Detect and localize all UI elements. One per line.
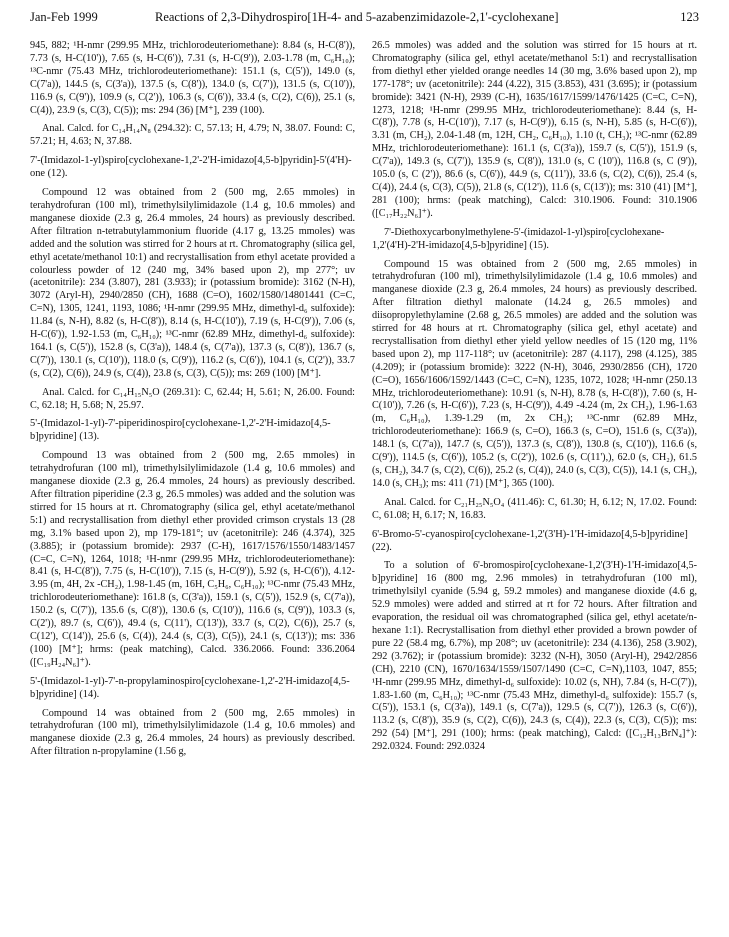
- paragraph: Compound 15 was obtained from 2 (500 mg, 2.65 mmoles) in tetrahydrofuran (100 ml), trimethylsilylimidazole (1.4 g, 10.6 mmoles) and manganese dioxide (2.3 g, 26.4 mmoles, 24 hours) as previously described. After filtration diethyl malonate (14.24 g, 26.5 mmoles) and diisopropylethylamine (2.68 g, 26.5 mmoles) are added and the solution was stirred for 48 hours at rt. Chromatography (silica gel, ethyl acetate) and recrystallisation from diethyl ether yield yellow needles of 15 (120 mg, 11% based upon 2), mp 117-118°; uv (acetonitrile): 287 (4.117), 298 (4.125), 385 (4.209); ir (potassium bromide): 3222 (N-H), 3046, 2930/2856 (CH), 1720 (C=O), 1656/1606/1592/1443 (C=C, C=N), 1235, 1072, 1028; ¹H-nmr (250.13 MHz, trichlorodeuteriomethane): 10.91 (s, N-H), 8.78 (s, H-C(8')), 7.60 (s, H-C(10')), 7.26 (s, H-C(6')), 7.23 (s, H-C(9')), 4.49 -4.24 (m, 2x CH₂), 1.96-1.63 (m, C₆H₁₀), 1.39-1.29 (m, 2x CH₃); ¹³C-nmr (62.89 MHz, trichlorodeuteriomethane): 166.9 (s, C=O), 166.3 (s, C=O), 151.6 (s, C(3'a)), 148.1 (s, C(7'a)), 147.7 (s, C(5')), 137.3 (s, C(8')), 130.8 (s, C(10')), 116.6 (s, C(9')), 114.5 (s, C(6')), 105.2 (s, C(2')), 102.6 (s, C(11'),), 62.0 (s, CH₂), 61.5 (s, CH₂), 34.7 (s, C(2), C(6)), 25.2 (s, C(4)), 24.0 (s, C(3), C(5)), 14.1 (s, CH₃), 14.0 (s, CH₃); ms: 411 (71) [M⁺], 365 (100).: [372, 258, 697, 489]
- compound-heading: 6'-Bromo-5'-cyanospiro[cyclohexane-1,2'(3'H)-1'H-imidazo[4,5-b]pyridine] (22).: [372, 528, 688, 553]
- paragraph: 7'-Diethoxycarbonylmethylene-5'-(imidazol-1-yl)spiro[cyclohexane-1,2'(4'H)-2'H-imidazo[4,5-b]pyridine] (15).: [372, 226, 665, 251]
- paragraph-continued: 945, 882; ¹H-nmr (299.95 MHz, trichlorodeuteriomethane): 8.84 (s, H-C(8')), 7.73 (s, H-C(10')), 7.65 (s, H-C(6')), 7.31 (s, H-C(9')), 2.03-1.78 (m, C₆H₁₀); ¹³C-nmr (75.43 MHz, trichlorodeuteriomethane): 151.1 (s, C(5')), 149.0 (s, C(7'a)), 144.5 (s, C(3'a)), 137.5 (s, C(8')), 134.0 (s, C(7')), 131.5 (s, C(10')), 116.9 (s, C(9')), 109.9 (s, C(2')), 106.3 (s, C(6')), 33.4 (s, C(2), C(6)), 25.1 (s, C(4)), 23.9 (s, C(3), C(5)); ms: 294 (36) [M⁺], 239 (100).: [30, 40, 355, 116]
- journal-issue: Jan-Feb 1999: [30, 10, 98, 24]
- paragraph-continued: 26.5 mmoles) was added and the solution was stirred for 15 hours at rt. Chromatography (silica gel, ethyl acetate/methanol 5:1) and recrystallisation from diethyl ether yielded orange needles 14 (30 mg, 3.6% based upon 2), mp 177-178°; uv (acetonitrile): 244 (4.22), 315 (3.853), 431 (3.695); ir (potassium bromide): 3421 (N-H), 2939 (C-H), 1635/1617/1599/1476/1425 (C=C, C=N), 1273, 1218; ¹H-nmr (299.95 MHz, trichlorodeuteriomethane): 8.44 (s, H-C(8')), 7.78 (s, H-C(10')), 7.17 (s, H-C(9')), 6.15 (s, N-H), 5.85 (s, H-C(6')), 3.31 (m, CH₂), 2.04-1.48 (m, 12H, CH₂, C₆H₁₀), 1.10 (t, CH₃); ¹³C-nmr (62.89 MHz, trichlorodeuteriomethane): 161.1 (s, C(3'a)), 159.7 (s, C(5')), 151.9 (s, C(7'a)), 149.3 (s, C(7')), 135.9 (s, C(8')), 131.0 (s, C (10')), 116.8 (s, C (9')), 105.0 (s, C (2')), 86.6 (s, C(6')), 44.9 (s, C(11')), 33.6 (s, C(2), C(6)), 25.4 (s, C(4)), 24.4 (s, C(3), C(5)), 21.8 (s, C(12')), 11.6 (s, C(13')); ms: 310 (41) [M⁺], 281 (100); hrms: (peak matching), Calcd: 310.1906. Found: 310.1906 ([C₁₇H₂₂N₆]⁺).: [372, 40, 697, 219]
- compound-heading: 7'-(Imidazol-1-yl)spiro[cyclohexane-1,2'-2'H-imidazo[4,5-b]pyridin]-5'(4'H)-one (12).: [30, 155, 352, 180]
- right-column: [372, 40, 697, 754]
- page-number: 123: [680, 10, 699, 24]
- running-title: Reactions of 2,3-Dihydrospiro[1H-4- and 5-azabenzimidazole-2,1'-cyclohexane]: [155, 10, 559, 24]
- paragraph: Compound 14 was obtained from 2 (500 mg, 2.65 mmoles) in tetrahydrofuran (100 ml), trimethylsilylimidazole (1.4 g, 10.6 mmoles) and manganese dioxide (2.3 g, 26.4 mmoles, 24 hours) as previously described. After filtration n-propylamine (1.56 g,: [30, 707, 355, 758]
- paragraph: To a solution of 6'-bromospiro[cyclohexane-1,2'(3'H)-1'H-imidazo[4,5-b]pyridine] 16 (800 mg, 2.96 mmoles) in tetrahydrofuran (100 ml), trimethylsilyl cyanide (5.94 g, 59.2 mmoles) and manganese dioxide (4.6 g, 52.9 mmoles) were added and stirred at rt for 72 hours. After filtration and evaporation, the residual oil was chromatographed (silica gel, ethyl acetate/n-hexane 1:1). Recrystallisation from diethyl ether provided a brown powder of pure 22 (58.4 mg, 6.7%), mp 208°; uv (acetonitrile): 234 (4.136), 258 (3.902), 292 (3.762); ir (potassium bromide): 3232 (N-H), 3050 (Aryl-H), 2942/2856 (CH), 2210 (CN), 1670/1634/1559/1507/1490 (C=C, C=N),1103, 1047, 855; ¹H-nmr (299.95 MHz, dimethyl-d₆ sulfoxide): 10.02 (s, NH), 7.84 (s, H-C(7')), 1.83-1.60 (m, C₆H₁₀); ¹³C-nmr (75.43 MHz, dimethyl-d₆ sulfoxide): 155.7 (s, C(5')), 153.1 (s, C(3'a)), 149.1 (s, C(7'a)), 129.5 (s, C(7')), 126.3 (s, C(6')), 113.2 (s, C(8')), 35.9 (s, C(2), C(6)), 24.3 (s, C(4)), 22.3 (s, C(3), C(5)); ms: 292 (54) [M⁺], 291 (100); hrms: (peak matching), Calcd: ([C₁₂H₁₃BrN₄]⁺): 292.0324. Found: 292.0324: [372, 560, 697, 753]
- paragraph: Anal. Calcd. for C₁₄H₁₄N₈ (294.32): C, 57.13; H, 4.79; N, 38.07. Found: C, 57.21; H, 4.63; N, 37.88.: [30, 123, 355, 148]
- compound-heading: 5'-(Imidazol-1-yl)-7'-piperidinospiro[cyclohexane-1,2'-2'H-imidazo[4,5-b]pyridine] (13).: [30, 418, 331, 443]
- paragraph: Anal. Calcd. for C₁₄H₁₅N₅O (269.31): C, 62.44; H, 5.61; N, 26.00. Found: C, 62.18; H, 5.68; N, 25.97.: [30, 386, 355, 411]
- left-column: [30, 40, 355, 759]
- running-header: [30, 10, 699, 32]
- paragraph: Compound 12 was obtained from 2 (500 mg, 2.65 mmoles) in terahydrofuran (100 ml), trimethylsilylimidazole (1.4 g, 10.6 mmoles) and manganese dioxide (2.3 g, 26.4 mmoles, 24 hours) as previously described. After filtration n-tetrabutylammonium fluoride (4.17 g, 13.25 mmoles) was added and the solution was stirred for 2 hours at rt. Chromatography (silica gel, ethyl acetate/methanol 10:1) and recrystallisation from ethyl acetate provided a colourless powder of 12 (240 mg, 34% based upon 2), mp 277°; uv (acetonitrile): 234 (3.807), 281 (3.933); ir (potassium bromide): 3162 (N-H), 3072 (Aryl-H), 2940/2850 (CH), 1688 (C=O), 1602/1580/14801441 (C=C, C=N), 1305, 1241, 1193, 1086; ¹H-nmr (299.95 MHz, dimethyl-d₆ sulfoxide): 11.84 (s, N-H), 8.82 (s, H-C(8')), 8.14 (s, H-C(10')), 7.19 (s, H-C(9')), 7.06 (s, H-C(6')), 1.92-1.53 (m, C₆H₁₀); ¹³C-nmr (62.89 MHz, dimethyl-d₆ sulfoxide): 164.1 (s, C(5')), 152.8 (s, C(3'a)), 148.4 (s, C(7'a)), 137.3 (s, C(8')), 136.7 (s, C(7')), 130.1 (s, C(10')), 118.0 (s, C(9')), 116.2 (s, C(6')), 104.1 (s, C(2')), 33.7 (s, C(2), C(6)), 24.9 (s, C(4)), 23.8 (s, C(3), C(5)); ms: 269 (100) [M⁺].: [30, 187, 355, 379]
- paragraph: Compound 13 was obtained from 2 (500 mg, 2.65 mmoles) in tetrahydrofuran (100 ml), trimethylsilylimidazole (1.4 g, 10.6 mmoles) and manganese dioxide (2.3 g, 26.4 mmoles, 24 hours) as previously described. After filtration piperidine (2.3 g, 26.5 mmoles) was added and the solution was stirred for 15 hours at rt. Chromatography (silica gel, ethyl acetate/methanol 5:1) and recrystallisation from diethyl ether provided crimson crystals 13 (28 mg, 3.1% based upon 2), mp 179-181°; uv (acetonitrile): 246 (4.374), 325 (3.885); ir (potassium bromide): 2937 (C-H), 1617/1576/1550/1483/1457 (C=C, C=N), 1264, 1018; ¹H-nmr (299.95 MHz, trichlorodeuteriomethane): 8.41 (s, H-C(8')), 7.75 (s, H-C(10')), 7.15 (s, H-C(9')), 5.92 (s, H-C(6')), 4.12-3.95 (m, 4H, 2x -CH₂), 1.98-1.45 (m, 16H, C₅H₆, C₆H₁₀); ¹³C-nmr (75.43 MHz, trichlorodeuteriomethane): 161.8 (s, C(3'a)), 159.1 (s, C(5')), 152.9 (s, C(7'a)), 150.2 (s, C(7')), 135.6 (s, C(8')), 130.6 (s, C(10')), 116.6 (s, C(9')), 103.3 (s, C(2')), 89.7 (s, C(6')), 49.4 (s, C(11'), C(13')), 33.7 (s, C(2), C(6)), 25.7 (s, C(12'), C(14')), 25.6 (s, C(4)), 24.4 (s, C(3), C(5)), 24.1 (s, C(13')); ms: 336 (100) [M⁺]; hrms: (peak matching), Calcd. 336.2066. Found: 336.2064 ([C₁₉H₂₄N₆]⁺).: [30, 450, 355, 668]
- paragraph: Anal. Calcd. for C₂₁H₂₅N₅O₄ (411.46): C, 61.30; H, 6.12; N, 17.02. Found: C, 61.08; H, 6.17; N, 16.83.: [372, 496, 697, 521]
- compound-heading: 5'-(Imidazol-1-yl)-7'-n-propylaminospiro[cyclohexane-1,2'-2'H-imidazo[4,5-b]pyridine] (14).: [30, 675, 350, 700]
